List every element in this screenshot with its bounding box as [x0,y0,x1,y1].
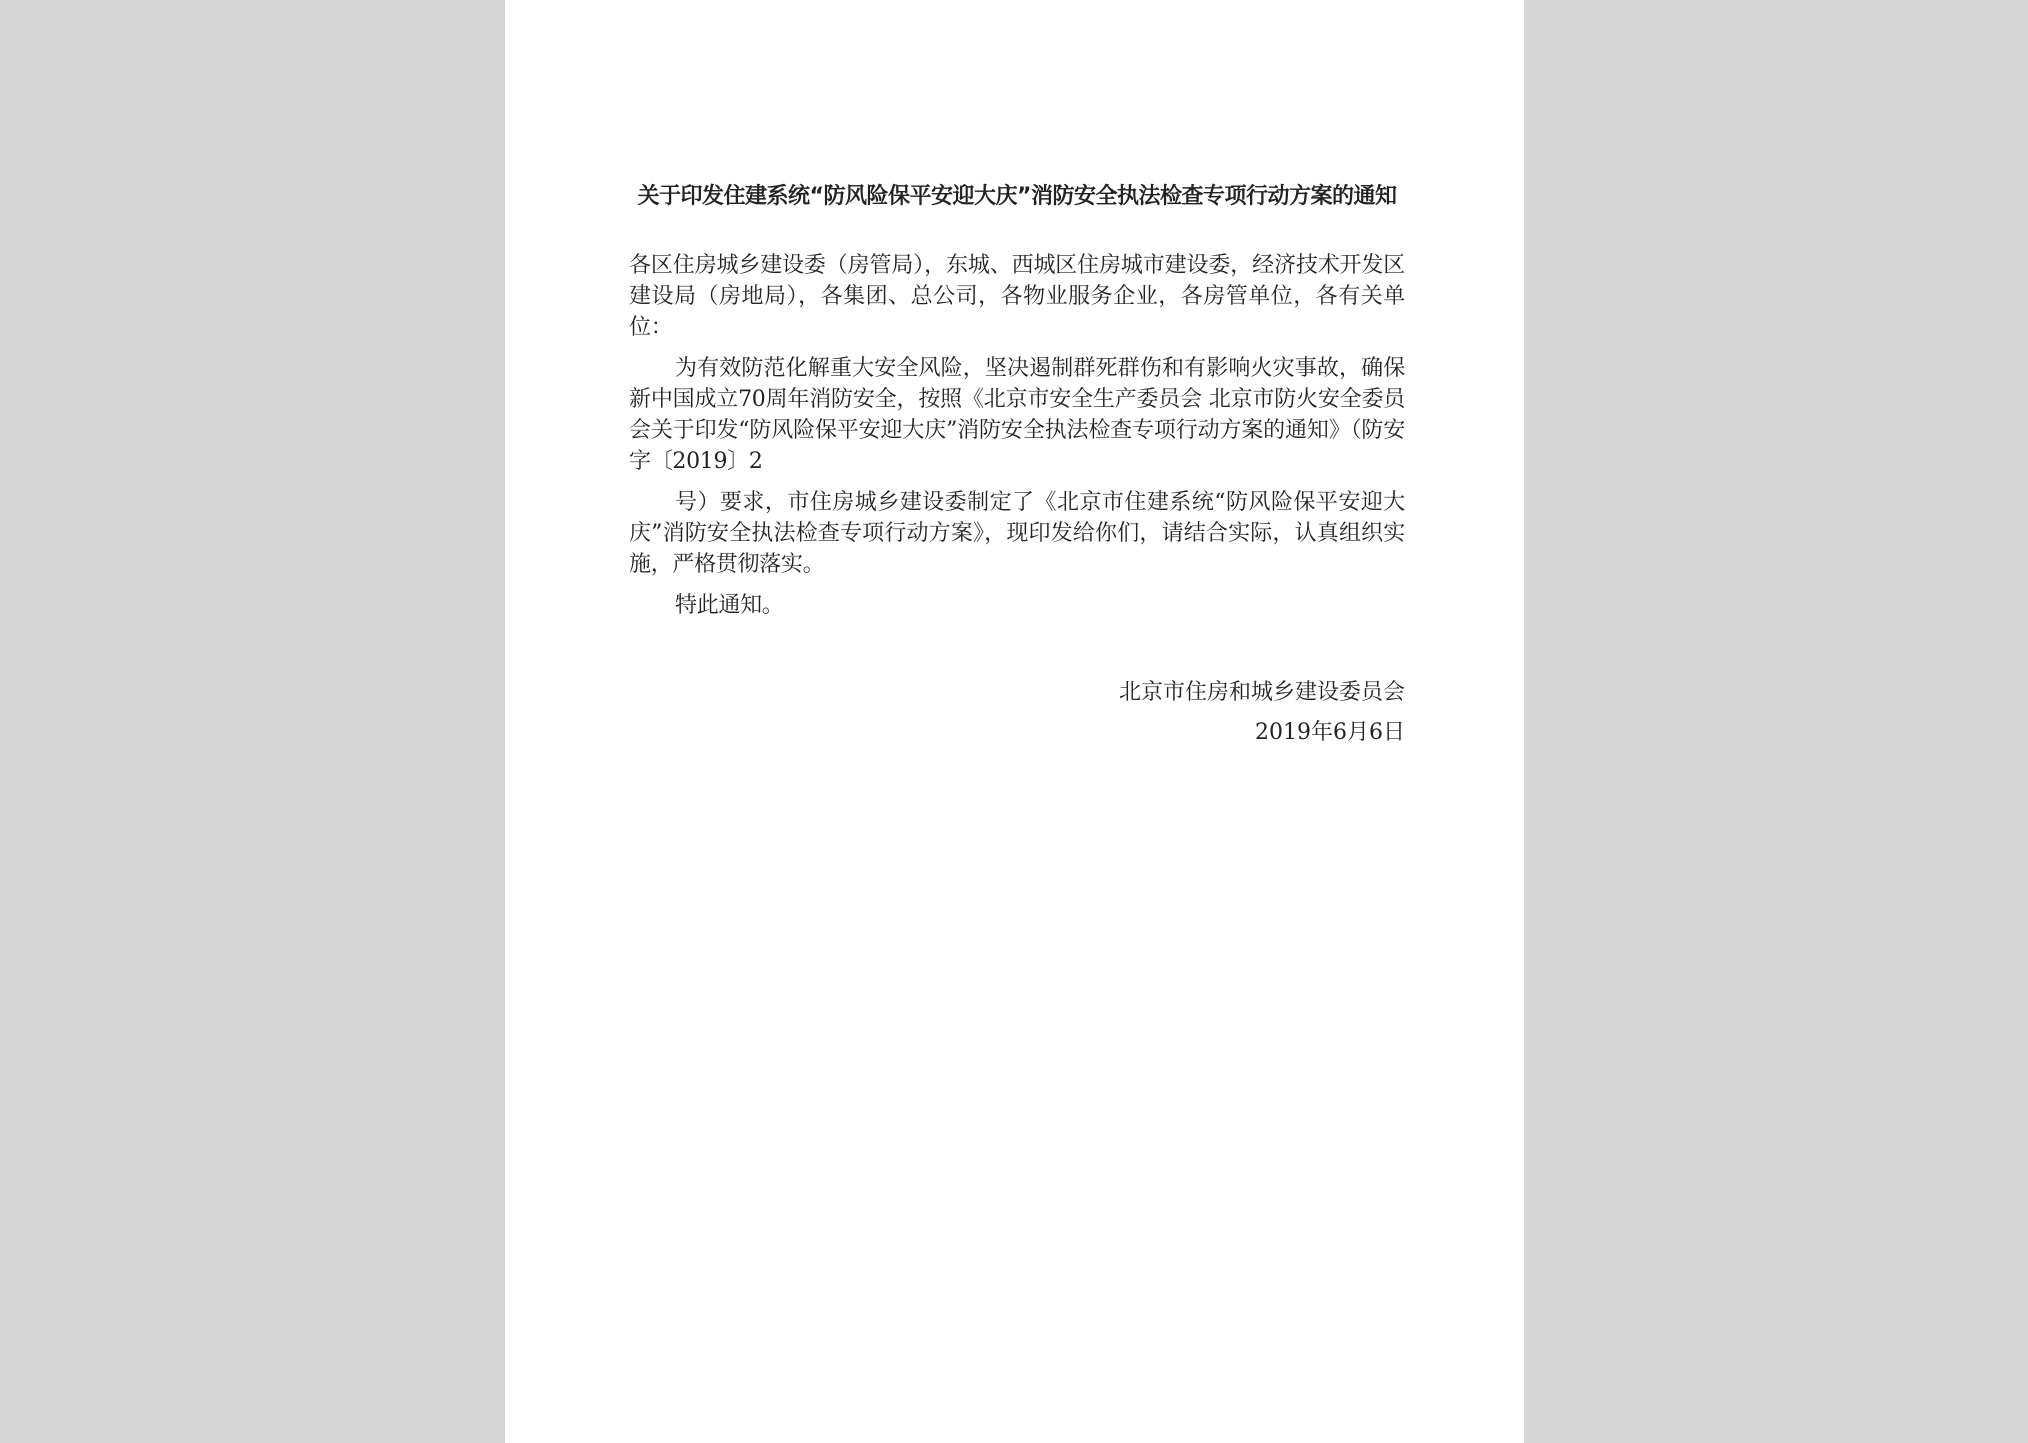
issue-date: 2019年6月6日 [1255,720,1405,745]
document-content [629,181,1405,753]
signature-block [629,673,1405,753]
closing-paragraph: 特此通知。 [675,593,784,618]
body-paragraph-2: 号）要求，市住房城乡建设委制定了《北京市住建系统“防风险保平安迎大庆”消防安全执法检查专项行动方案》，现印发给你们，请结合实际，认真组织实施，严格贯彻落实。 [629,490,1405,577]
addressee-line: 各区住房城乡建设委（房管局），东城、西城区住房城市建设委，经济技术开发区建设局（房地局），各集团、总公司，各物业服务企业，各房管单位，各有关单位： [629,253,1405,340]
body-paragraph-1: 为有效防范化解重大安全风险，坚决遏制群死群伤和有影响火灾事故，确保新中国成立70周年消防安全，按照《北京市安全生产委员会 北京市防火安全委员会关于印发“防风险保平安迎大庆”消防安全执法检查专项行动方案的通知》（防安字〔2019〕2 [629,356,1405,474]
document-title: 关于印发住建系统“防风险保平安迎大庆”消防安全执法检查专项行动方案的通知 [637,184,1397,209]
document-page [505,0,1524,1443]
issuer-name: 北京市住房和城乡建设委员会 [1118,680,1405,705]
